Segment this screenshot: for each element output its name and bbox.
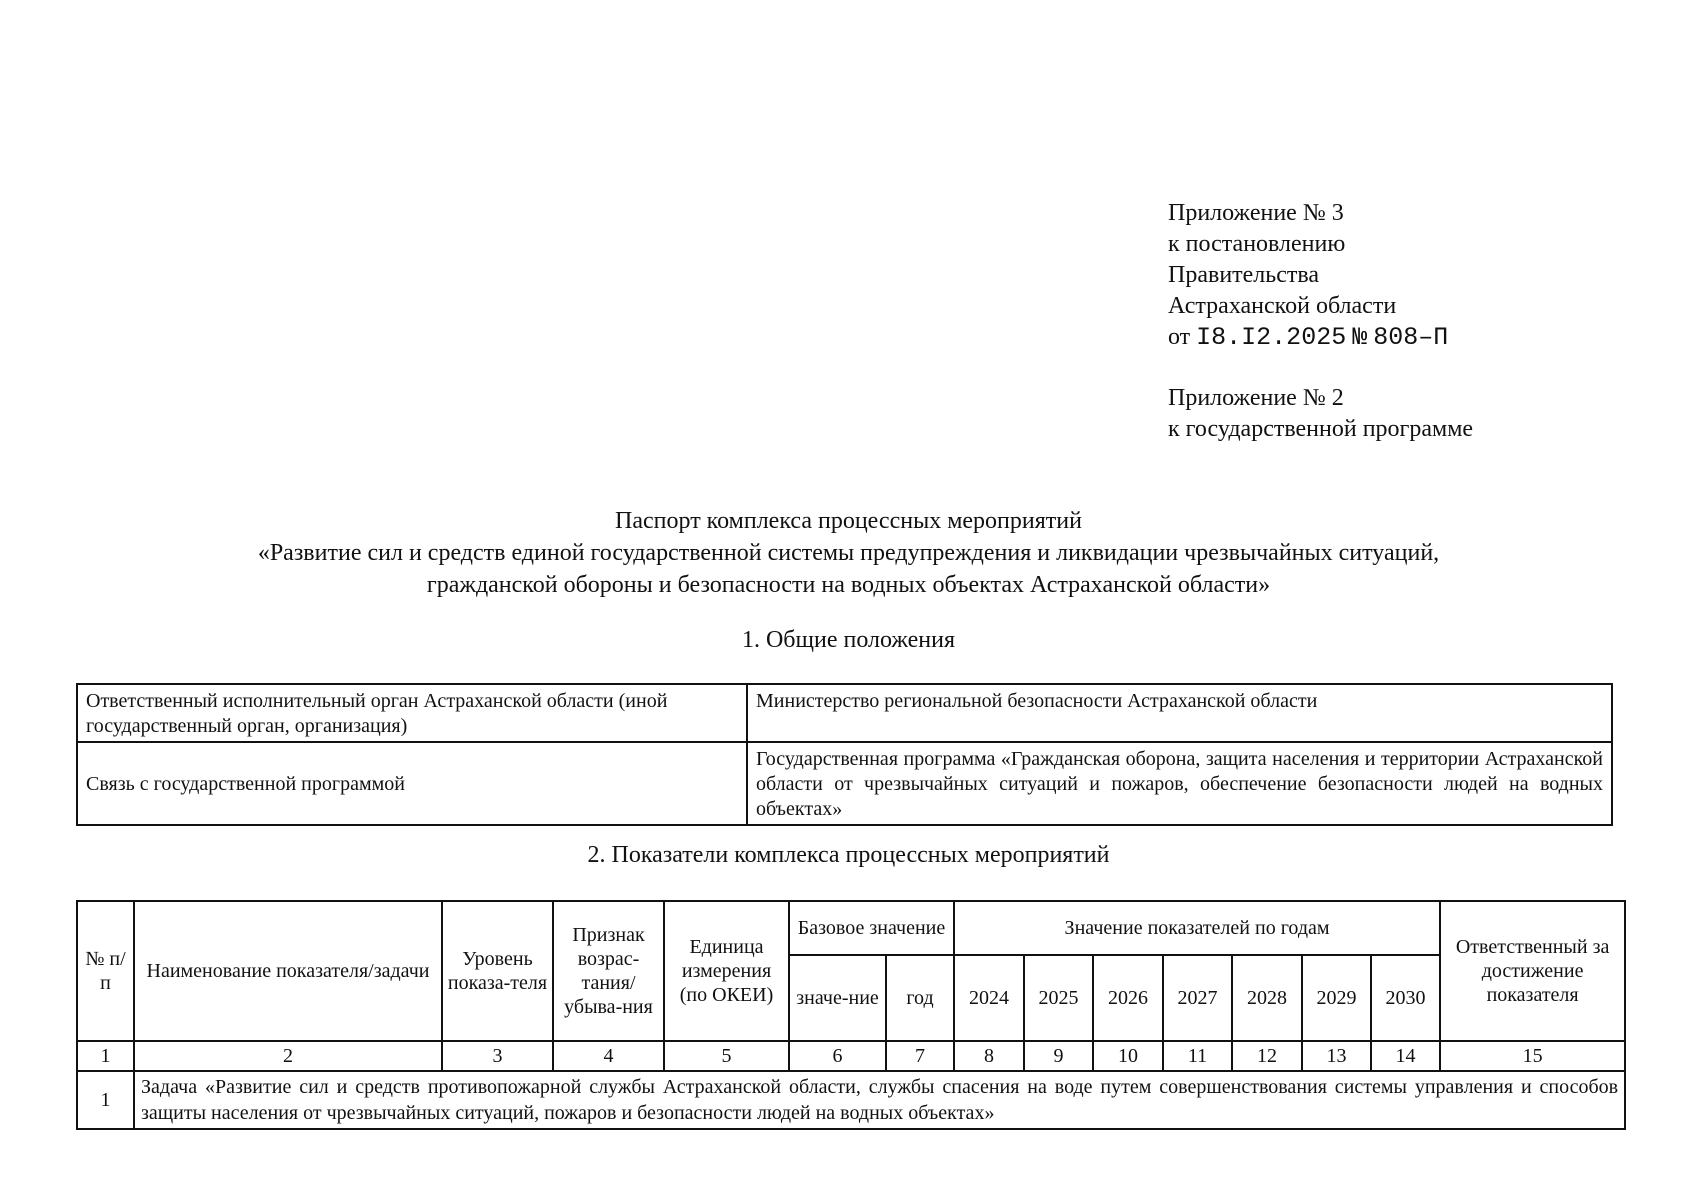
column-number: 3 (442, 1041, 553, 1071)
general-value-cell: Министерство региональной безопасности Астраханской области (747, 684, 1612, 742)
resolution-date-line (1168, 322, 1448, 353)
task-text: Задача «Развитие сил и средств противопожарной службы Астраханской области, службы спасения на воде путем совершенствования системы управления и способов защиты населения от чрезвычайных ситуаций, пожаров и безопасности людей на водных объектах» (134, 1071, 1625, 1129)
appendix-2-line-2: к государственной программе (1168, 416, 1474, 442)
header-name: Наименование показателя/задачи (134, 901, 442, 1041)
column-number: 9 (1024, 1041, 1093, 1071)
title-line-2: «Развитие сил и средств единой государственной системы предупреждения и ликвидации чрезвычайных ситуаций, (257, 540, 1440, 566)
column-number: 7 (886, 1041, 954, 1071)
header-num: № п/п (77, 901, 134, 1041)
header-trend: Признак возрас-тания/ убыва-ния (553, 901, 664, 1041)
general-label-cell: Ответственный исполнительный орган Астраханской области (иной государственный орган, организация) (77, 684, 747, 742)
header-year: 2025 (1024, 955, 1093, 1041)
column-number: 15 (1440, 1041, 1625, 1071)
task-row (77, 1071, 1625, 1129)
appendix-3-line-2: к постановлению (1168, 231, 1346, 257)
header-year: 2030 (1371, 955, 1440, 1041)
appendix-3-header (1168, 198, 1448, 353)
resolution-number: 808–П (1373, 323, 1449, 352)
header-years-group: Значение показателей по годам (954, 901, 1440, 955)
appendix-2-line-1: Приложение № 2 (1168, 385, 1344, 411)
document-title (40, 505, 1657, 601)
general-provisions-table (76, 683, 1613, 826)
header-year: 2026 (1093, 955, 1163, 1041)
title-line-1: Паспорт комплекса процессных мероприятий (615, 508, 1082, 534)
column-number: 2 (134, 1041, 442, 1071)
header-level: Уровень показа-теля (442, 901, 553, 1041)
indicators-table (76, 900, 1626, 1130)
title-line-3: гражданской обороны и безопасности на водных объектах Астраханской области» (426, 572, 1271, 598)
task-number: 1 (77, 1071, 134, 1129)
table-row (77, 684, 1612, 742)
date-prefix: от (1168, 324, 1191, 350)
column-number: 8 (954, 1041, 1024, 1071)
column-number: 11 (1163, 1041, 1232, 1071)
appendix-3-line-3: Правительства (1168, 262, 1320, 288)
column-number: 14 (1371, 1041, 1440, 1071)
header-base-year: год (886, 955, 954, 1041)
general-value-cell: Государственная программа «Гражданская оборона, защита населения и территории Астраханской области от чрезвычайных ситуаций и пожаров, обеспечение безопасности людей на водных объектах» (747, 742, 1612, 825)
column-number: 6 (789, 1041, 886, 1071)
header-year: 2024 (954, 955, 1024, 1041)
table-row (77, 742, 1612, 825)
column-number: 13 (1302, 1041, 1371, 1071)
column-number: 4 (553, 1041, 664, 1071)
header-unit: Единица измерения (по ОКЕИ) (664, 901, 789, 1041)
column-number: 5 (664, 1041, 789, 1071)
header-responsible: Ответственный за достижение показателя (1440, 901, 1625, 1041)
header-year: 2029 (1302, 955, 1371, 1041)
section-2-heading: 2. Показатели комплекса процессных мероприятий (587, 842, 1110, 868)
column-number: 10 (1093, 1041, 1163, 1071)
column-number: 1 (77, 1041, 134, 1071)
resolution-date: I8.I2.2025 (1196, 323, 1347, 352)
header-base-value: значе-ние (789, 955, 886, 1041)
appendix-3-line-4: Астраханской области (1168, 293, 1397, 319)
section-1-heading: 1. Общие положения (741, 627, 956, 653)
column-numbers-row (77, 1041, 1625, 1071)
header-base: Базовое значение (789, 901, 954, 955)
header-year: 2027 (1163, 955, 1232, 1041)
appendix-3-line-1: Приложение № 3 (1168, 200, 1344, 226)
appendix-2-header (1168, 383, 1473, 445)
header-year: 2028 (1232, 955, 1302, 1041)
number-mark: № (1352, 323, 1368, 352)
column-number: 12 (1232, 1041, 1302, 1071)
general-label-cell: Связь с государственной программой (77, 742, 747, 825)
header-row (77, 901, 1625, 955)
